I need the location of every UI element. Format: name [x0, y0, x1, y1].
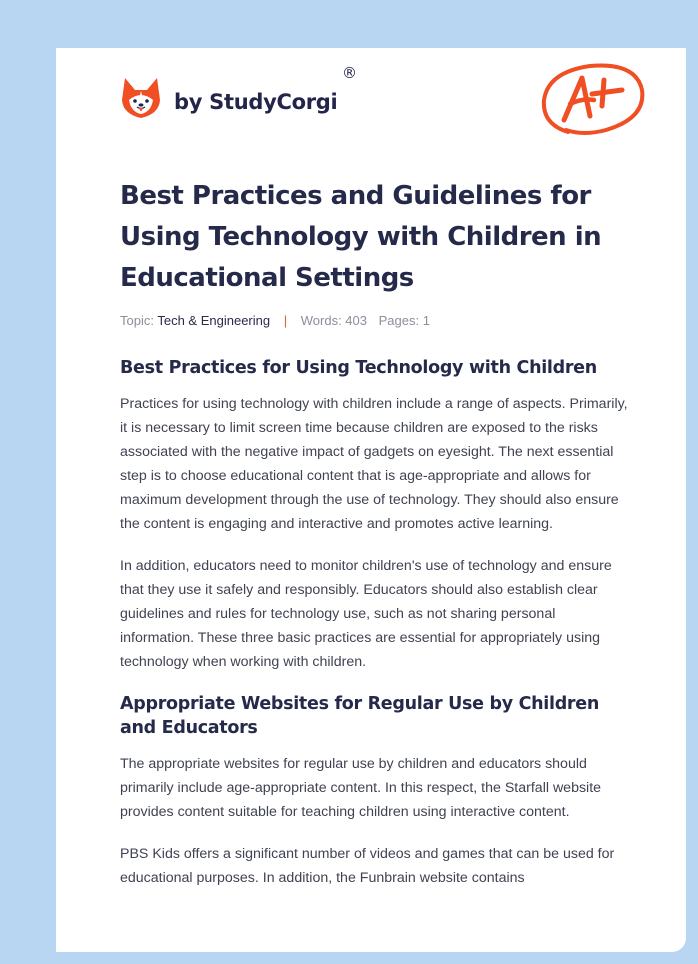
brand-name: by StudyCorgi [174, 90, 338, 114]
paragraph: In addition, educators need to monitor children's use of technology and ensure that they use it safely and responsibly. Educators should also establish clear guidelines and rules for technology use, such as not sharing personal information. These three basic practices are essential for appropriately using technology when working with children. [120, 558, 612, 670]
document-content [120, 176, 632, 890]
paragraph: The appropriate websites for regular use by children and educators should primarily include age-appropriate content. In this respect, the Starfall website provides content suitable for teaching children using interactive content. [120, 756, 602, 820]
topic-link[interactable]: Tech & Engineering [157, 313, 271, 328]
section-heading: Best Practices for Using Technology with Children [120, 358, 597, 378]
page-count: Pages: 1 [378, 313, 430, 328]
a-plus-grade-icon [538, 58, 648, 140]
registered-mark: ® [342, 64, 357, 82]
meta-separator: | [283, 313, 288, 328]
section-heading: Appropriate Websites for Regular Use by Children and Educators [120, 694, 599, 738]
topic-label: Topic: [120, 313, 154, 328]
studycorgi-logo[interactable] [121, 76, 337, 120]
document-meta [120, 311, 632, 331]
corgi-icon [121, 76, 161, 120]
page-title: Best Practices and Guidelines for Using Technology with Children in Educational Settings [120, 181, 602, 293]
paragraph: PBS Kids offers a significant number of videos and games that can be used for educational purposes. In addition, the Funbrain website contains [120, 846, 615, 886]
header [56, 48, 686, 158]
paragraph: Practices for using technology with children include a range of aspects. Primarily, it is necessary to limit screen time because children are exposed to the risks associated with the negative impact of gadgets on eyesight. The next essential step is to choose educational content that is age-appropriate and allows for maximum development through the use of technology. They should also ensure the content is engaging and interactive and promotes active learning. [120, 396, 628, 532]
document-card [56, 48, 686, 952]
word-count: Words: 403 [300, 313, 367, 328]
